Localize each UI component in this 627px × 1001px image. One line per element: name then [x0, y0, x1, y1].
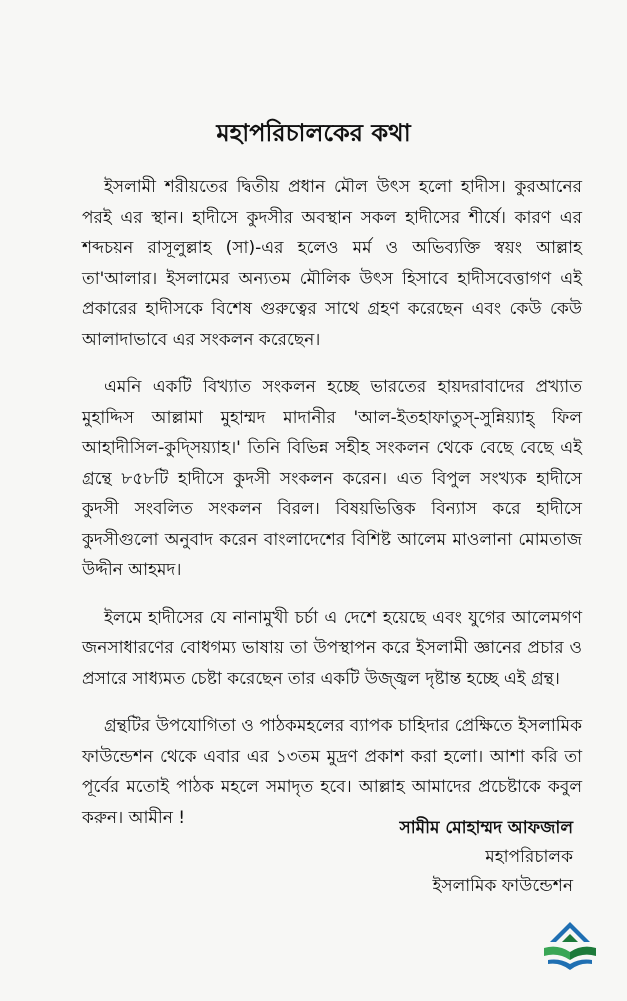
logo-base [548, 960, 592, 971]
body-text [82, 172, 582, 850]
signatory-designation: মহাপরিচালক [485, 847, 573, 867]
islamic-foundation-logo-icon [540, 918, 600, 974]
paragraph-2: এমনি একটি বিখ্যাত সংকলন হচ্ছে ভারতের হায়দরাবাদের প্রখ্যাত মুহাদ্দিস আল্লামা মুহাম্মদ মাদানীর 'আল-ইতহাফাতুস্-সুন্নিয়্যাহ্ ফিল আহাদীসিল-কুদ্সিয়্যাহ।' তিনি বিভিন্ন সহীহ সংকলন থেকে বেছে বেছে এই গ্রন্থে ৮৫৮টি হাদীসে কুদসী সংকলন করেন। এত বিপুল সংখ্যক হাদীসে কুদসী সংবলিত সংকলন বিরল। বিষয়ভিত্তিক বিন্যাস করে হাদীসে কুদসীগুলো অনুবাদ করেন বাংলাদেশের বিশিষ্ট আলেম মাওলানা মোমতাজ উদ্দীন আহমদ। [82, 377, 582, 580]
paragraph-1: ইসলামী শরীয়তের দ্বিতীয় প্রধান মৌল উৎস হলো হাদীস। কুরআনের পরই এর স্থান। হাদীসে কুদসীর অবস্থান সকল হাদীসের শীর্ষে। কারণ এর শব্দচয়ন রাসূলুল্লাহ (সা)-এর হলেও মর্ম ও অভিব্যক্তি স্বয়ং আল্লাহ তা'আলার। ইসলামের অন্যতম মৌলিক উৎস হিসাবে হাদীসবেত্তাগণ এই প্রকারের হাদীসকে বিশেষ গুরুত্বের সাথে গ্রহণ করেছেন এবং কেউ কেউ আলাদাভাবে এর সংকলন করেছেন। [82, 177, 582, 350]
signatory-organization: ইসলামিক ফাউন্ডেশন [432, 876, 573, 896]
signatory-name: সামীম মোহাম্মদ আফজাল [399, 818, 573, 838]
paragraph-3: ইলমে হাদীসের যে নানামুখী চর্চা এ দেশে হয়েছে এবং যুগের আলেমগণ জনসাধারণের বোধগম্য ভাষায় তা উপস্থাপন করে ইসলামী জ্ঞানের প্রচার ও প্রসারে সাধ্যমত চেষ্টা করেছেন তার একটি উজ্জ্বল দৃষ্টান্ত হচ্ছে এই গ্রন্থ। [82, 607, 582, 689]
logo-left-book [544, 947, 570, 960]
signature-block [400, 814, 573, 901]
page-title: মহাপরিচালকের কথা [216, 119, 411, 147]
paragraph-4: গ্রন্থটির উপযোগিতা ও পাঠকমহলের ব্যাপক চাহিদার প্রেক্ষিতে ইসলামিক ফাউন্ডেশন থেকে এবার এর ১৩তম মুদ্রণ প্রকাশ করা হলো। আশা করি তা পূর্বের মতোই পাঠক মহলে সমাদৃত হবে। আল্লাহ আমাদের প্রচেষ্টাকে কবুল করুন। আমীন ! [82, 716, 582, 828]
logo-inner-roof [562, 934, 578, 942]
logo-right-book [570, 947, 596, 960]
